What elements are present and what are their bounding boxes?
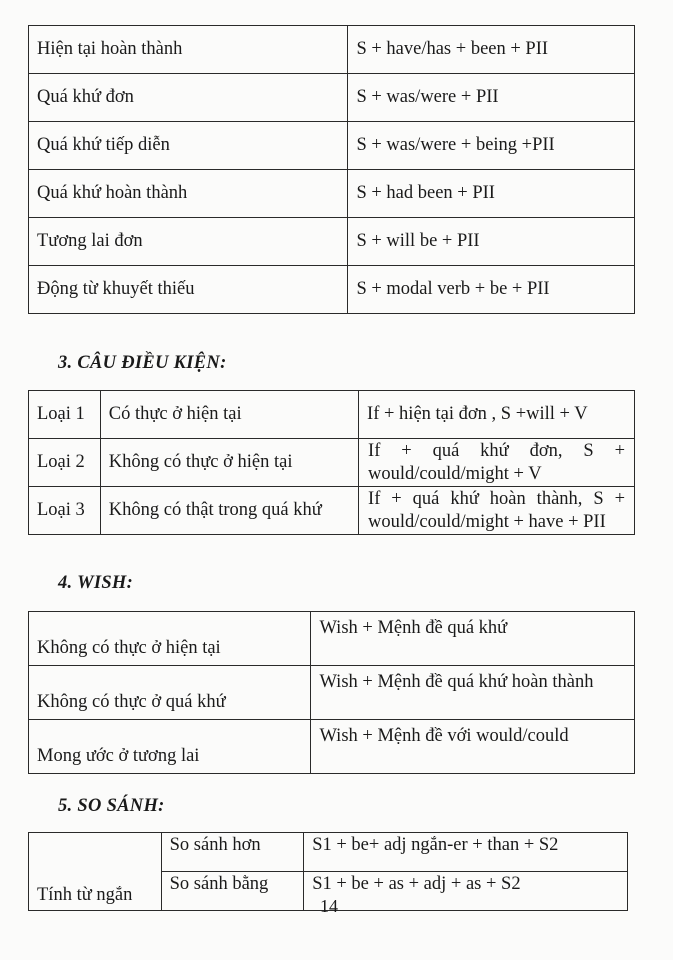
section-heading-conditional: 3. CÂU ĐIỀU KIỆN: [58,353,227,373]
table-row [29,218,635,266]
formula-cell: S + modal verb + be + PII [348,266,635,314]
formula-line: If + quá khứ hoàn thành, S + [368,488,625,509]
formula-line: If + quá khứ đơn, S + [368,440,625,461]
formula-cell: Wish + Mệnh đề với would/could [311,720,635,774]
tense-cell: Hiện tại hoàn thành [29,26,348,74]
table-row [29,266,635,314]
section-heading-wish: 4. WISH: [58,573,134,593]
formula-cell: S + had been + PII [348,170,635,218]
passive-tense-table [28,25,635,314]
formula-cell: S1 + be + as + adj + as + S2 [304,872,628,911]
case-cell: Mong ước ở tương lai [29,720,311,774]
formula-cell: Wish + Mệnh đề quá khứ [311,612,635,666]
table-row [29,612,635,666]
type-cell: Loại 2 [29,439,101,487]
table-row [29,391,635,439]
type-cell: Loại 3 [29,487,101,535]
formula-line: would/could/might + V [368,463,542,484]
formula-cell [359,391,635,439]
conditional-table [28,390,635,535]
group-cell: Tính từ ngắn [29,833,162,911]
tense-cell: Quá khứ tiếp diễn [29,122,348,170]
formula-cell [359,487,635,535]
table-row [29,26,635,74]
kind-cell: So sánh bằng [161,872,304,911]
case-cell: Không có thực ở quá khứ [29,666,311,720]
table-row [29,833,628,872]
formula-cell: S + have/has + been + PII [348,26,635,74]
formula-cell: Wish + Mệnh đề quá khứ hoàn thành [311,666,635,720]
section-heading-comparison: 5. SO SÁNH: [58,796,165,816]
formula-line: If + hiện tại đơn , S +will + V [367,404,588,424]
wish-table [28,611,635,774]
meaning-cell: Không có thực ở hiện tại [100,439,358,487]
formula-cell: S + was/were + PII [348,74,635,122]
table-row [29,439,635,487]
tense-cell: Động từ khuyết thiếu [29,266,348,314]
meaning-cell: Có thực ở hiện tại [100,391,358,439]
table-row [29,170,635,218]
formula-cell: S + will be + PII [348,218,635,266]
tense-cell: Tương lai đơn [29,218,348,266]
kind-cell: So sánh hơn [161,833,304,872]
table-row [29,666,635,720]
table-row [29,74,635,122]
meaning-cell: Không có thật trong quá khứ [100,487,358,535]
page-number: 14 [320,896,338,916]
formula-cell [359,439,635,487]
tense-cell: Quá khứ đơn [29,74,348,122]
formula-cell: S + was/were + being +PII [348,122,635,170]
type-cell: Loại 1 [29,391,101,439]
table-row [29,720,635,774]
formula-cell: S1 + be+ adj ngắn-er + than + S2 [304,833,628,872]
case-cell: Không có thực ở hiện tại [29,612,311,666]
formula-line: would/could/might + have + PII [368,511,606,532]
table-row [29,122,635,170]
table-row [29,487,635,535]
tense-cell: Quá khứ hoàn thành [29,170,348,218]
